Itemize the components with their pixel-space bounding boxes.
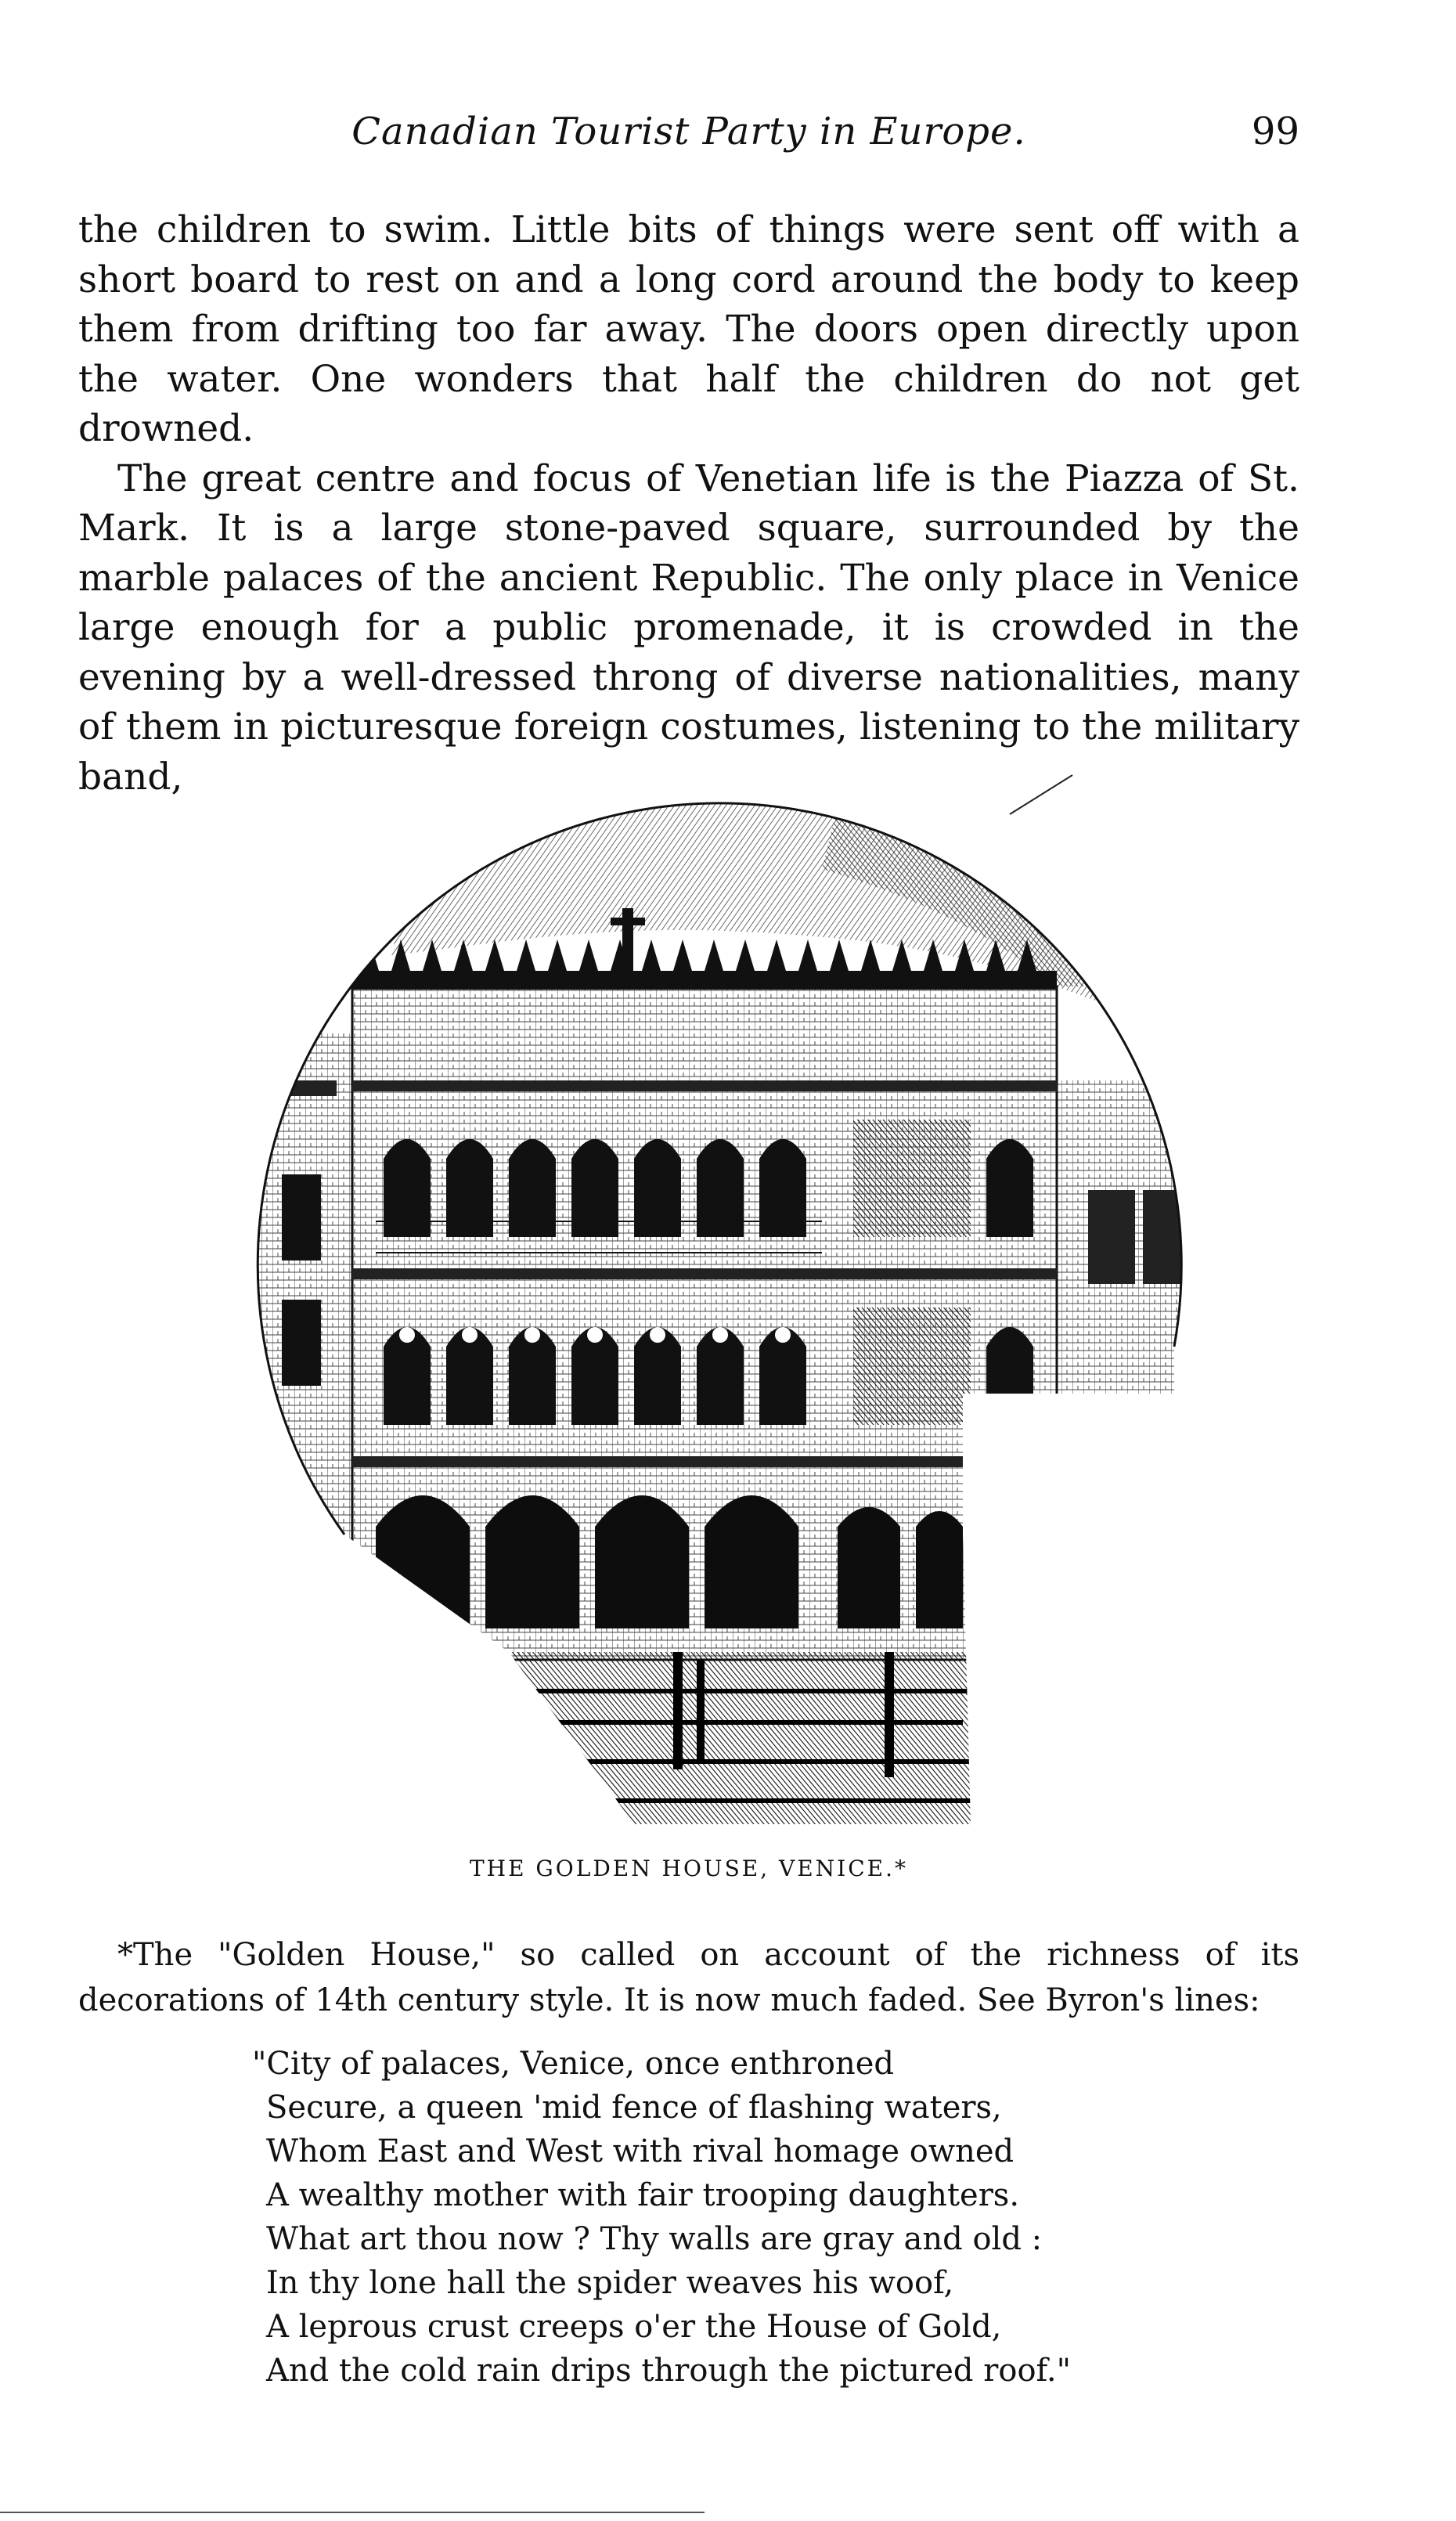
footnote — [78, 1932, 1299, 2023]
poem-line-1: "City of palaces, Venice, once enthroned — [252, 2046, 894, 2082]
poem — [252, 2042, 1206, 2393]
vignette-group — [196, 752, 1213, 1848]
poem-line-3: Whom East and West with rival homage owned — [266, 2133, 1015, 2169]
running-head — [78, 110, 1299, 172]
running-title: Canadian Tourist Party in Europe. — [351, 110, 1026, 153]
poem-line-5: What art thou now ? Thy walls are gray and old : — [266, 2221, 1043, 2257]
footnote-text: *The "Golden House," so called on account of the richness of its decorations of 14th century style. It is now much faded. See Byron's lines: — [78, 1937, 1299, 2018]
bottom-rule — [0, 2512, 705, 2513]
poem-line-2: Secure, a queen 'mid fence of flashing waters, — [266, 2090, 1002, 2126]
engraving-image — [196, 752, 1213, 1848]
poem-line-7: A leprous crust creeps o'er the House of Gold, — [266, 2309, 1002, 2345]
page-number: 99 — [1251, 110, 1299, 153]
poem-line-4: A wealthy mother with fair trooping daughters. — [266, 2177, 1020, 2213]
poem-line-8: And the cold rain drips through the pictured roof." — [266, 2353, 1072, 2389]
poem-line-6: In thy lone hall the spider weaves his woof, — [266, 2265, 954, 2301]
figure-caption: THE GOLDEN HOUSE, VENICE.* — [469, 1856, 908, 1881]
body-text — [78, 205, 1299, 802]
golden-house-illustration — [196, 752, 1213, 1848]
paragraph-2: The great centre and focus of Venetian life is the Piazza of St. Mark. It is a large stone-paved square, surrounded by the marble palaces of the ancient Republic. The only place in Venice large enough for a public promenade, it is crowded in the evening by a well-dressed throng of diverse nationalities, many of them in picturesque foreign costumes, listening to the military band, — [78, 456, 1299, 799]
paragraph-1: the children to swim. Little bits of things were sent off with a short board to rest on and a long cord around the body to keep them from drifting too far away. The doors open directly upon the water. One wonders that half the children do not get drowned. — [78, 208, 1299, 450]
